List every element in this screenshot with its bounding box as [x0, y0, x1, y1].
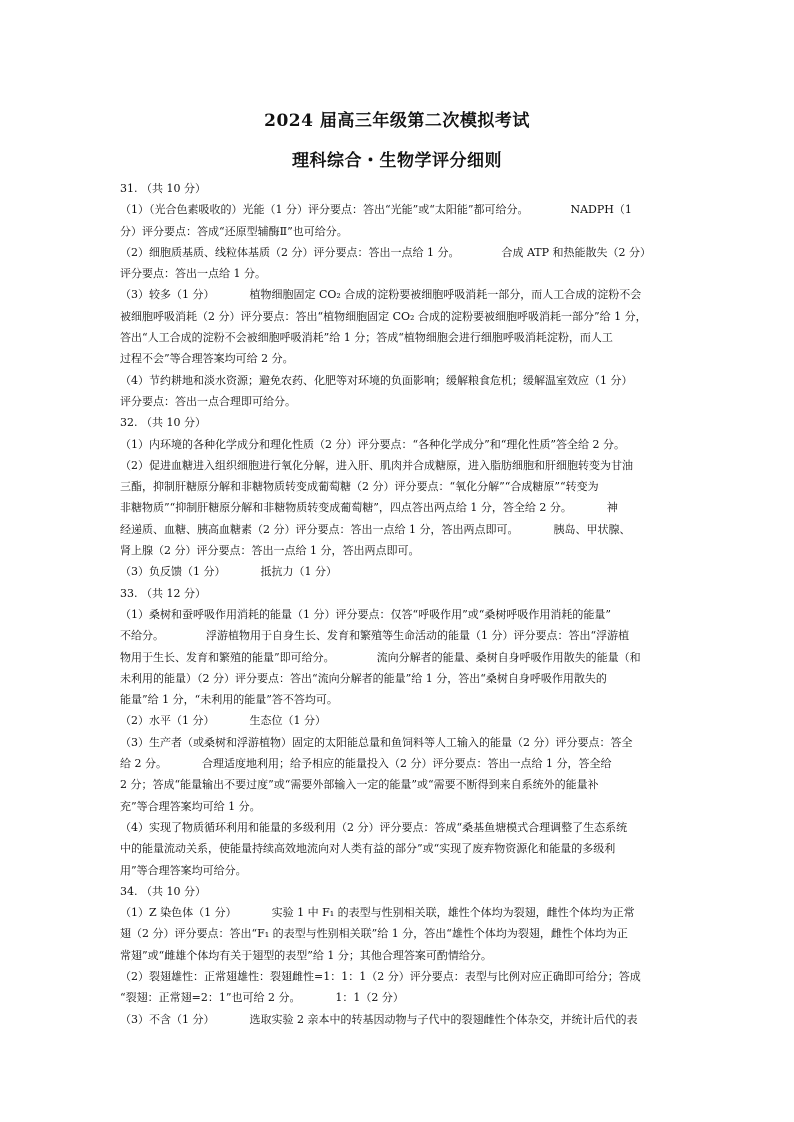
- text-line: （4）实现了物质循环利用和能量的多级利用（2 分）评分要点：答成“桑基鱼塘模式合理调整了生态系统: [120, 820, 628, 834]
- text-line: （3）不含（1 分） 选取实验 2 亲本中的转基因动物与子代中的裂翅雌性个体杂交，并统计后代的表: [120, 1012, 638, 1026]
- text-line: 充”等合理答案均可给 1 分。: [120, 799, 261, 813]
- page-title: 2024 届高三年级第二次模拟考试: [264, 111, 530, 131]
- text-line: 34. （共 10 分）: [120, 884, 206, 898]
- text-line: （2）裂翅雄性：正常翅雄性：裂翅雌性=1：1：1（2 分）评分要点：表型与比例对应正确即可给分；答成: [120, 969, 641, 983]
- text-line: （3）较多（1 分） 植物细胞固定 CO₂ 合成的淀粉要被细胞呼吸消耗一部分，而人工合成的淀粉不会: [120, 288, 642, 302]
- text-line: 32. （共 10 分）: [120, 416, 206, 430]
- text-line: 物用于生长、发育和繁殖的能量”即可给分。 流向分解者的能量、桑树自身呼吸作用散失的能量（和: [120, 650, 641, 664]
- text-line: 给 2 分。 合理适度地利用；给予相应的能量投入（2 分）评分要点：答出一点给 1 分，答全给: [120, 757, 612, 771]
- text-line: 肾上腺（2 分）评分要点：答出一点给 1 分，答出两点即可。: [120, 544, 420, 558]
- text-line: （4）节约耕地和淡水资源；避免农药、化肥等对环境的负面影响；缓解粮食危机；缓解温室效应（1 分）: [120, 373, 633, 387]
- text-line: （1）桑树和蚕呼吸作用消耗的能量（1 分）评分要点：仅答“呼吸作用”或“桑树呼吸作用消耗的能量”: [120, 607, 611, 621]
- text-line: 能量”给 1 分，“未利用的能量”答不答均可。: [120, 693, 338, 707]
- text-line: （3）负反馈（1 分） 抵抗力（1 分）: [120, 565, 337, 579]
- text-line: 中的能量流动关系，使能量持续高效地流向对人类有益的部分”或“实现了废弃物资源化和能量的多级利: [120, 842, 616, 856]
- text-line: 翅（2 分）评分要点：答出“F₁ 的表型与性别相关联”给 1 分，答出“雄性个体均为裂翅，雌性个体均为正: [120, 927, 628, 941]
- text-line: 三酯，抑制肝糖原分解和非糖物质转变成葡萄糖（2 分）评分要点：“氧化分解”“合成糖原”“转变为: [120, 480, 599, 494]
- text-line: （1）内环境的各种化学成分和理化性质（2 分）评分要点：“各种化学成分”和“理化性质”答全给 2 分。: [120, 437, 625, 451]
- text-line: 未利用的能量）（2 分）评分要点：答出“流向分解者的能量”给 1 分，答出“桑树自身呼吸作用散失的: [120, 671, 607, 685]
- text-line: 非糖物质”“抑制肝糖原分解和非糖物质转变成葡萄糖”，四点答出两点给 1 分，答全给 2 分。 神: [120, 501, 618, 515]
- scoring-rules-body: [120, 178, 690, 1030]
- text-line: 经递质、血糖、胰高血糖素（2 分）评分要点：答出一点给 1 分，答出两点即可。 胰岛、甲状腺、: [120, 522, 631, 536]
- text-line: （3）生产者（或桑树和浮游植物）固定的太阳能总量和鱼饲料等人工输入的能量（2 分）评分要点：答全: [120, 735, 633, 749]
- text-line: 用”等合理答案均可给分。: [120, 863, 247, 877]
- text-line: “裂翅：正常翅=2：1”也可给 2 分。 1：1（2 分）: [120, 991, 404, 1005]
- text-line: 过程不会”等合理答案均可给 2 分。: [120, 352, 294, 366]
- text-line: 分）评分要点：答成“还原型辅酶Ⅱ”也可给分。: [120, 224, 348, 238]
- text-line: 答出“人工合成的淀粉不会被细胞呼吸消耗”给 1 分；答成“植物细胞会进行细胞呼吸消耗淀粉，而人工: [120, 331, 613, 345]
- text-line: 31. （共 10 分）: [120, 182, 206, 195]
- text-line: （1）（光合色素吸收的）光能（1 分）评分要点：答出“光能”或“太阳能”都可给分。 NADPH（1: [120, 203, 632, 217]
- text-line: （2）细胞质基质、线粒体基质（2 分）评分要点：答出一点给 1 分。 合成 ATP 和热能散失（2 分）: [120, 245, 652, 259]
- text-line: 常翅”或“雌雄个体均有关于翅型的表型”给 1 分；其他合理答案可酌情给分。: [120, 948, 492, 962]
- text-line: （2）促进血糖进入组织细胞进行氧化分解，进入肝、肌肉并合成糖原，进入脂肪细胞和肝细胞转变为甘油: [120, 458, 633, 472]
- page-subtitle: 理科综合・生物学评分细则: [292, 151, 502, 171]
- text-line: （1）Z 染色体（1 分） 实验 1 中 F₁ 的表型与性别相关联，雄性个体均为裂翅，雌性个体均为正常: [120, 906, 635, 920]
- text-line: 不给分。 浮游植物用于自身生长、发育和繁殖等生命活动的能量（1 分）评分要点：答出“浮游植: [120, 629, 630, 643]
- text-line: 评分要点：答出一点合理即可给分。: [120, 394, 296, 408]
- text-line: 被细胞呼吸消耗（2 分）评分要点：答出“植物细胞固定 CO₂ 合成的淀粉要被细胞呼吸消耗一部分”给 1 分，: [120, 309, 647, 323]
- text-line: 33. （共 12 分）: [120, 586, 206, 600]
- text-line: （2）水平（1 分） 生态位（1 分）: [120, 714, 326, 728]
- text-line: 评分要点：答出一点给 1 分。: [120, 267, 266, 281]
- text-line: 2 分；答成“能量输出不要过度”或“需要外部输入一定的能量”或“需要不断得到来自系统外的能量补: [120, 778, 599, 792]
